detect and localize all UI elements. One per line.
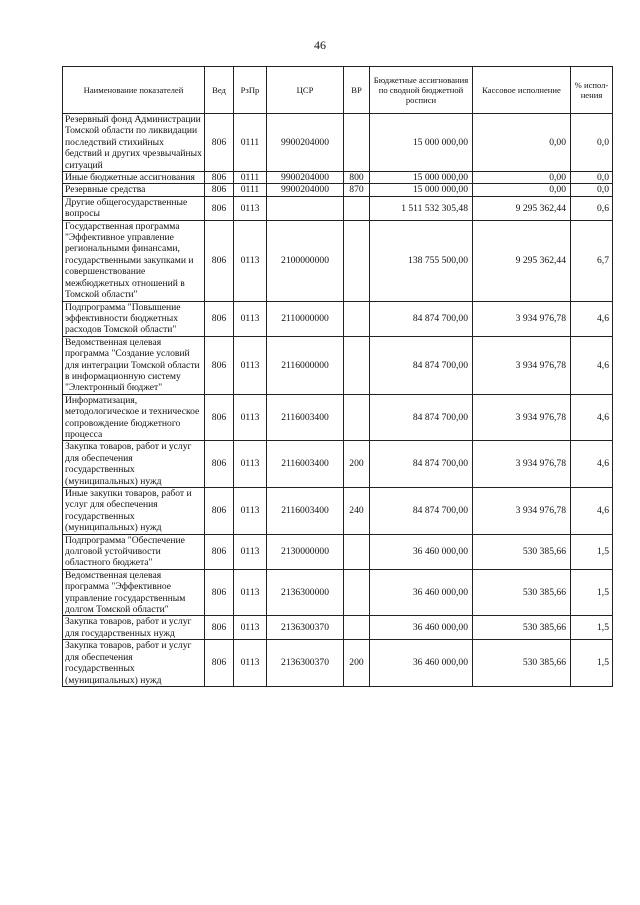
header-assignments: Бюджетные ассигнования по сводной бюджетной росписи (370, 67, 473, 114)
cell-ved: 806 (205, 616, 234, 640)
cell-assignments: 84 874 700,00 (370, 488, 473, 535)
cell-assignments: 1 511 532 305,48 (370, 196, 473, 220)
cell-name: Подпрограмма "Обеспечение долговой устойчивости областного бюджета" (63, 534, 205, 569)
cell-vr: 870 (344, 184, 370, 196)
cell-rzpr: 0111 (234, 184, 267, 196)
cell-assignments: 84 874 700,00 (370, 394, 473, 441)
cell-name: Иные бюджетные ассигнования (63, 172, 205, 184)
cell-csr: 9900204000 (267, 172, 344, 184)
cell-rzpr: 0113 (234, 569, 267, 616)
cell-ved: 806 (205, 196, 234, 220)
cell-csr: 9900204000 (267, 114, 344, 172)
cell-ved: 806 (205, 114, 234, 172)
cell-rzpr: 0113 (234, 301, 267, 336)
cell-vr (344, 534, 370, 569)
header-rzpr: РзПр (234, 67, 267, 114)
cell-ved: 806 (205, 336, 234, 394)
cell-assignments: 36 460 000,00 (370, 616, 473, 640)
header-ved: Вед (205, 67, 234, 114)
cell-name: Закупка товаров, работ и услуг для обеспечения государственных (муниципальных) нужд (63, 640, 205, 687)
cell-name: Ведомственная целевая программа "Эффективное управление государственным долгом Томской области" (63, 569, 205, 616)
cell-cash: 3 934 976,78 (473, 336, 571, 394)
cell-cash: 3 934 976,78 (473, 301, 571, 336)
cell-percent: 1,5 (571, 616, 613, 640)
cell-cash: 0,00 (473, 184, 571, 196)
cell-name: Информатизация, методологическое и техническое сопровождение бюджетного процесса (63, 394, 205, 441)
cell-csr: 2116003400 (267, 394, 344, 441)
table-row (63, 114, 613, 172)
table-row (63, 616, 613, 640)
cell-name: Закупка товаров, работ и услуг для обеспечения государственных (муниципальных) нужд (63, 441, 205, 488)
cell-vr (344, 569, 370, 616)
page-number: 46 (314, 38, 326, 52)
cell-vr: 800 (344, 172, 370, 184)
cell-rzpr: 0113 (234, 534, 267, 569)
cell-csr: 2100000000 (267, 220, 344, 301)
cell-percent: 6,7 (571, 220, 613, 301)
cell-assignments: 36 460 000,00 (370, 569, 473, 616)
cell-csr: 2136300370 (267, 640, 344, 687)
header-name: Наименование показателей (63, 67, 205, 114)
cell-ved: 806 (205, 172, 234, 184)
cell-csr: 2116000000 (267, 336, 344, 394)
table-header-row (63, 67, 613, 114)
cell-percent: 0,0 (571, 184, 613, 196)
cell-percent: 1,5 (571, 569, 613, 616)
cell-cash: 0,00 (473, 172, 571, 184)
cell-vr (344, 114, 370, 172)
cell-ved: 806 (205, 441, 234, 488)
table-row (63, 534, 613, 569)
cell-ved: 806 (205, 640, 234, 687)
cell-percent: 4,6 (571, 441, 613, 488)
cell-percent: 4,6 (571, 301, 613, 336)
cell-ved: 806 (205, 220, 234, 301)
cell-percent: 0,0 (571, 114, 613, 172)
cell-csr: 2110000000 (267, 301, 344, 336)
cell-percent: 4,6 (571, 394, 613, 441)
cell-assignments: 84 874 700,00 (370, 336, 473, 394)
cell-ved: 806 (205, 301, 234, 336)
table-row (63, 220, 613, 301)
cell-csr: 2130000000 (267, 534, 344, 569)
cell-percent: 4,6 (571, 488, 613, 535)
table-row (63, 196, 613, 220)
table-row (63, 336, 613, 394)
cell-percent: 0,0 (571, 172, 613, 184)
header-cash: Кассовое исполнение (473, 67, 571, 114)
cell-rzpr: 0113 (234, 488, 267, 535)
header-vr: ВР (344, 67, 370, 114)
cell-assignments: 84 874 700,00 (370, 441, 473, 488)
cell-csr: 2116003400 (267, 441, 344, 488)
header-csr: ЦСР (267, 67, 344, 114)
cell-vr: 200 (344, 640, 370, 687)
cell-cash: 530 385,66 (473, 534, 571, 569)
cell-cash: 9 295 362,44 (473, 220, 571, 301)
cell-name: Иные закупки товаров, работ и услуг для обеспечения государственных (муниципальных) нужд (63, 488, 205, 535)
header-percent: % испол-нения (571, 67, 613, 114)
table-row (63, 488, 613, 535)
cell-name: Подпрограмма "Повышение эффективности бюджетных расходов Томской области" (63, 301, 205, 336)
cell-ved: 806 (205, 534, 234, 569)
cell-cash: 530 385,66 (473, 616, 571, 640)
cell-rzpr: 0113 (234, 220, 267, 301)
cell-vr (344, 196, 370, 220)
table-row (63, 569, 613, 616)
cell-percent: 4,6 (571, 336, 613, 394)
cell-vr (344, 220, 370, 301)
cell-vr: 200 (344, 441, 370, 488)
cell-assignments: 36 460 000,00 (370, 534, 473, 569)
cell-name: Резервные средства (63, 184, 205, 196)
table-row (63, 172, 613, 184)
cell-rzpr: 0113 (234, 196, 267, 220)
cell-name: Другие общегосударственные вопросы (63, 196, 205, 220)
table-row (63, 184, 613, 196)
cell-vr (344, 301, 370, 336)
cell-name: Ведомственная целевая программа "Создание условий для интеграции Томской области в информационную систему "Электронный бюджет" (63, 336, 205, 394)
cell-csr: 2136300000 (267, 569, 344, 616)
cell-cash: 530 385,66 (473, 640, 571, 687)
cell-assignments: 15 000 000,00 (370, 114, 473, 172)
table-row (63, 441, 613, 488)
table-row (63, 301, 613, 336)
cell-name: Государственная программа "Эффективное управление региональными финансами, государственными закупками и совершенствование межбюджетных отношений в Томской области" (63, 220, 205, 301)
cell-name: Резервный фонд Администрации Томской области по ликвидации последствий стихийных бедствий и других чрезвычайных ситуаций (63, 114, 205, 172)
cell-ved: 806 (205, 394, 234, 441)
cell-assignments: 84 874 700,00 (370, 301, 473, 336)
cell-vr (344, 394, 370, 441)
cell-ved: 806 (205, 569, 234, 616)
cell-csr (267, 196, 344, 220)
cell-ved: 806 (205, 488, 234, 535)
cell-cash: 9 295 362,44 (473, 196, 571, 220)
cell-percent: 1,5 (571, 640, 613, 687)
table-row (63, 394, 613, 441)
cell-cash: 3 934 976,78 (473, 441, 571, 488)
cell-csr: 9900204000 (267, 184, 344, 196)
cell-csr: 2116003400 (267, 488, 344, 535)
cell-assignments: 138 755 500,00 (370, 220, 473, 301)
budget-table (62, 66, 613, 687)
cell-rzpr: 0113 (234, 441, 267, 488)
cell-assignments: 36 460 000,00 (370, 640, 473, 687)
cell-rzpr: 0111 (234, 172, 267, 184)
cell-cash: 3 934 976,78 (473, 394, 571, 441)
cell-assignments: 15 000 000,00 (370, 172, 473, 184)
cell-rzpr: 0113 (234, 616, 267, 640)
cell-assignments: 15 000 000,00 (370, 184, 473, 196)
table-row (63, 640, 613, 687)
cell-rzpr: 0113 (234, 640, 267, 687)
cell-cash: 0,00 (473, 114, 571, 172)
cell-cash: 530 385,66 (473, 569, 571, 616)
cell-percent: 0,6 (571, 196, 613, 220)
table-body (63, 114, 613, 687)
cell-rzpr: 0113 (234, 336, 267, 394)
cell-rzpr: 0113 (234, 394, 267, 441)
cell-rzpr: 0111 (234, 114, 267, 172)
cell-name: Закупка товаров, работ и услуг для государственных нужд (63, 616, 205, 640)
cell-percent: 1,5 (571, 534, 613, 569)
cell-vr: 240 (344, 488, 370, 535)
cell-vr (344, 336, 370, 394)
cell-vr (344, 616, 370, 640)
cell-ved: 806 (205, 184, 234, 196)
cell-cash: 3 934 976,78 (473, 488, 571, 535)
cell-csr: 2136300370 (267, 616, 344, 640)
